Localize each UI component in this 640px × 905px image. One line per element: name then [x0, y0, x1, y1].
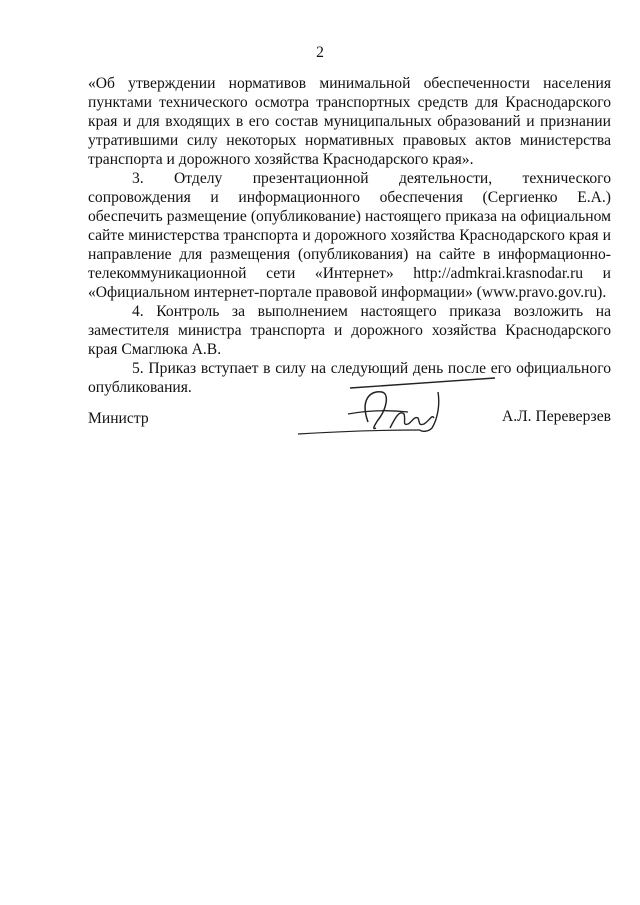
- page-number: 2: [316, 44, 324, 61]
- paragraph-item-4: 4. Контроль за выполнением настоящего приказа возложить на заместителя министра транспорта и дорожного хозяйства Краснодарского края Смаглюка А.В.: [88, 303, 611, 358]
- paragraph-continuation: «Об утверждении нормативов минимальной обеспеченности населения пунктами технического осмотра транспортных средств для Краснодарского края и для входящих в его состав муниципальных образований и признании утратившими силу некоторых нормативных правовых актов министерства транспорта и дорожного хозяйства Краснодарского края».: [88, 75, 611, 168]
- paragraph-item-5: 5. Приказ вступает в силу на следующий день после его официального опубликования.: [88, 360, 611, 396]
- document-body: [88, 74, 611, 397]
- signatory-name: А.Л. Переверзев: [501, 408, 611, 425]
- paragraph-item-3: 3. Отделу презентационной деятельности, технического сопровождения и информационного обеспечения (Сергиенко Е.А.) обеспечить размещение (опубликование) настоящего приказа на официальном сайте министерства транспорта и дорожного хозяйства Краснодарского края и направление для размещения (опубликования) на сайте в информационно-телекоммуникационной сети «Интернет» http://admkrai.krasnodar.ru и «Официальном интернет-портале правовой информации» (www.pravo.gov.ru).: [88, 170, 611, 301]
- signatory-title: Министр: [88, 410, 149, 427]
- signature-block: [88, 408, 611, 448]
